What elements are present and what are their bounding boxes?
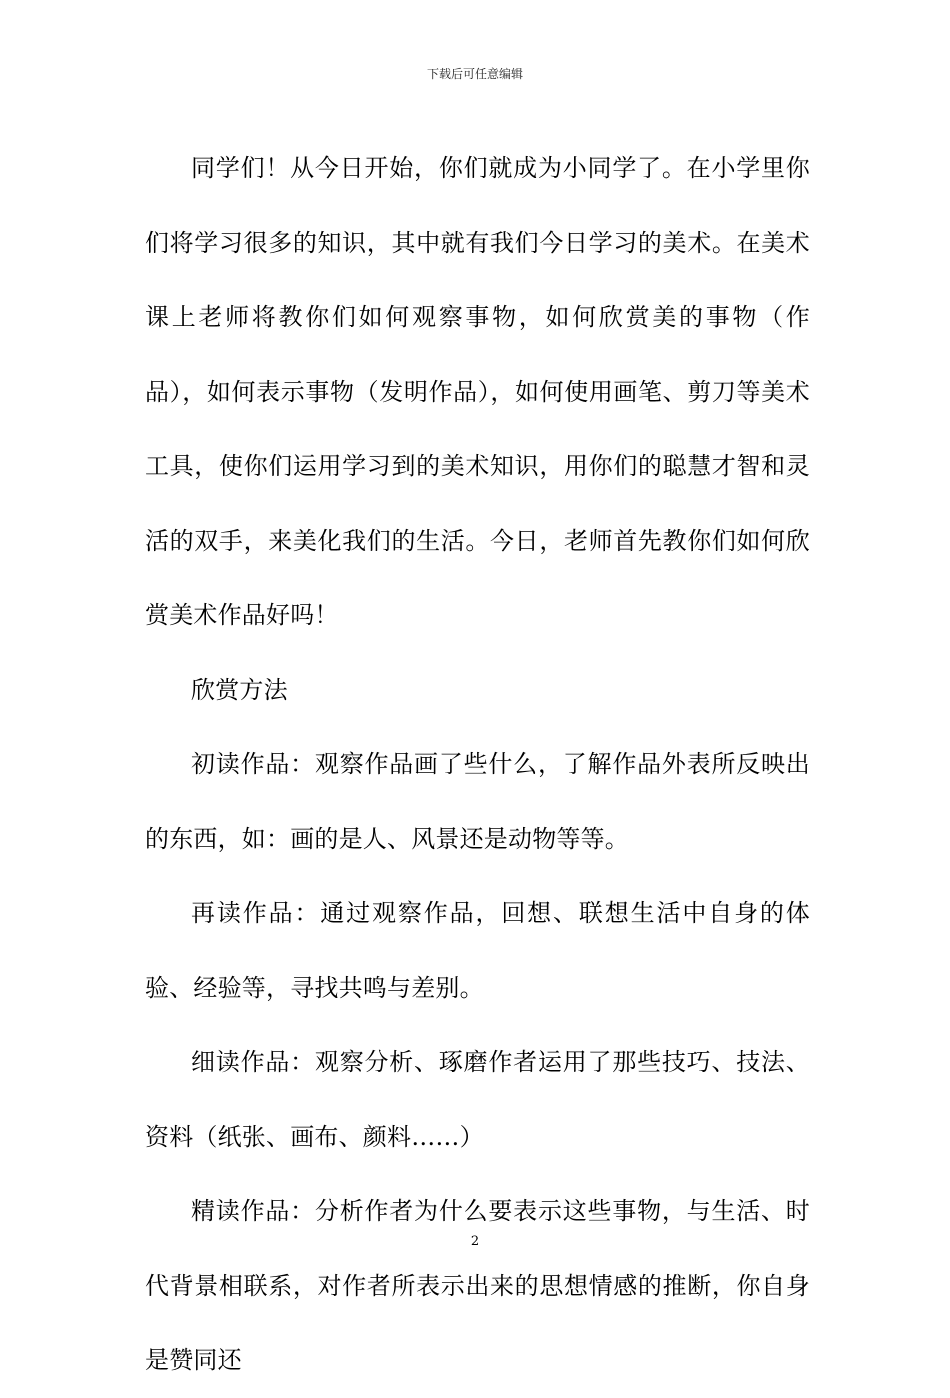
- method-paragraph-detailed-reading: 细读作品：观察分析、琢磨作者运用了那些技巧、技法、资料（纸张、画布、颜料……）: [145, 1048, 810, 1151]
- page-number: 2: [470, 1234, 480, 1249]
- document-body: [145, 131, 810, 1398]
- method-paragraph-intensive-reading: 精读作品：分析作者为什么要表示这些事物，与生活、时代背景相联系，对作者所表示出来的思想情感的推断，你自身是赞同还: [145, 1197, 810, 1374]
- page-header: 下载后可任意编辑: [426, 67, 523, 81]
- method-paragraph-second-reading: 再读作品：通过观察作品，回想、联想生活中自身的体验、经验等，寻找共鸣与差别。: [145, 899, 810, 1002]
- method-paragraph-first-reading: 初读作品：观察作品画了些什么，了解作品外表所反映出的东西，如：画的是人、风景还是动物等等。: [145, 750, 810, 853]
- section-heading: 欣赏方法: [191, 675, 288, 704]
- intro-paragraph: 同学们！从今日开始，你们就成为小同学了。在小学里你们将学习很多的知识，其中就有我们今日学习的美术。在美术课上老师将教你们如何观察事物，如何欣赏美的事物（作品），如何表示事物（发明作品），如何使用画笔、剪刀等美术工具，使你们运用学习到的美术知识，用你们的聪慧才智和灵活的双手，来美化我们的生活。今日，老师首先教你们如何欣赏美术作品好吗！: [145, 154, 810, 629]
